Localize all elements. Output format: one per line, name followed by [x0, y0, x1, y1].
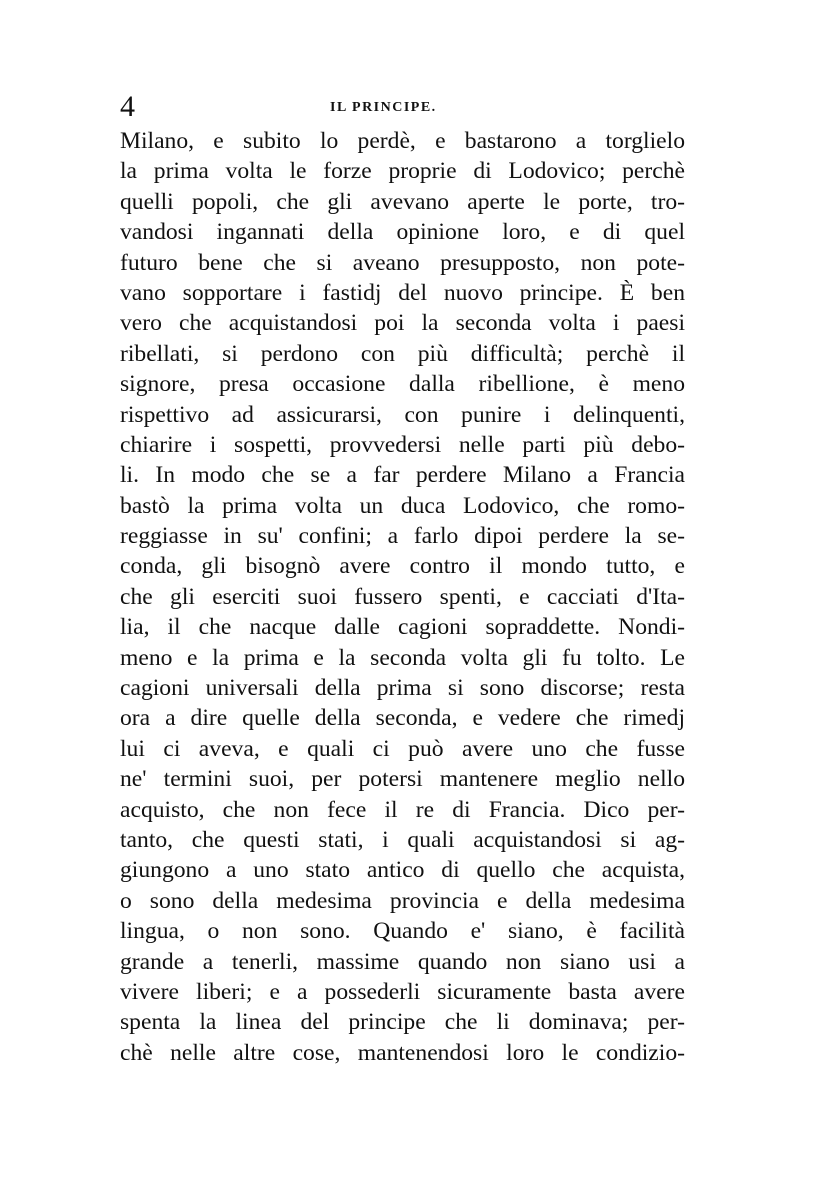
- text-line: lui ci aveva, e quali ci può avere uno che fusse: [120, 735, 685, 762]
- text-line: futuro bene che si aveano presupposto, non pote-: [120, 249, 685, 276]
- text-line: chè nelle altre cose, mantenendosi loro le condizio-: [120, 1039, 685, 1066]
- text-line: giungono a uno stato antico di quello che acquista,: [120, 857, 685, 884]
- text-line: reggiasse in su' confini; a farlo dipoi perdere la se-: [120, 523, 685, 550]
- page-number: 4: [120, 90, 135, 123]
- text-line: ribellati, si perdono con più difficultà; perchè il: [120, 340, 685, 367]
- text-line: ora a dire quelle della seconda, e vedere che rimedj: [120, 705, 685, 732]
- text-line: vandosi ingannati della opinione loro, e di quel: [120, 219, 685, 246]
- text-line: che gli eserciti suoi fussero spenti, e cacciati d'Ita-: [120, 583, 685, 610]
- text-line: acquisto, che non fece il re di Francia. Dico per-: [120, 796, 685, 823]
- text-line: conda, gli bisognò avere contro il mondo tutto, e: [120, 553, 685, 580]
- text-line: grande a tenerli, massime quando non siano usi a: [120, 948, 685, 975]
- text-line: lingua, o non sono. Quando e' siano, è facilità: [120, 918, 685, 945]
- text-line: ne' termini suoi, per potersi mantenere meglio nello: [120, 766, 685, 793]
- body-text: [120, 126, 685, 1068]
- text-line: rispettivo ad assicurarsi, con punire i delinquenti,: [120, 401, 685, 428]
- running-head: [120, 90, 695, 124]
- text-line: signore, presa occasione dalla ribellione, è meno: [120, 371, 685, 398]
- text-line: spenta la linea del principe che li dominava; per-: [120, 1009, 685, 1036]
- text-line: tanto, che questi stati, i quali acquistandosi si ag-: [120, 826, 685, 853]
- text-line: meno e la prima e la seconda volta gli fu tolto. Le: [120, 644, 685, 671]
- text-line: quelli popoli, che gli avevano aperte le porte, tro-: [120, 188, 685, 215]
- text-line: vivere liberi; e a possederli sicuramente basta avere: [120, 978, 685, 1005]
- text-line: lia, il che nacque dalle cagioni sopraddette. Nondi-: [120, 614, 685, 641]
- text-line: o sono della medesima provincia e della medesima: [120, 887, 685, 914]
- text-line: vero che acquistandosi poi la seconda volta i paesi: [120, 310, 685, 337]
- text-line: bastò la prima volta un duca Lodovico, che romo-: [120, 492, 685, 519]
- text-line: cagioni universali della prima si sono discorse; resta: [120, 675, 685, 702]
- text-line: li. In modo che se a far perdere Milano a Francia: [120, 462, 685, 489]
- text-line: vano sopportare i fastidj del nuovo principe. È ben: [120, 279, 685, 306]
- text-line: chiarire i sospetti, provvedersi nelle parti più debo-: [120, 431, 685, 458]
- text-line: Milano, e subito lo perdè, e bastarono a torglielo: [120, 128, 685, 154]
- text-line: la prima volta le forze proprie di Lodovico; perchè: [120, 158, 685, 185]
- running-title: IL PRINCIPE.: [330, 100, 437, 115]
